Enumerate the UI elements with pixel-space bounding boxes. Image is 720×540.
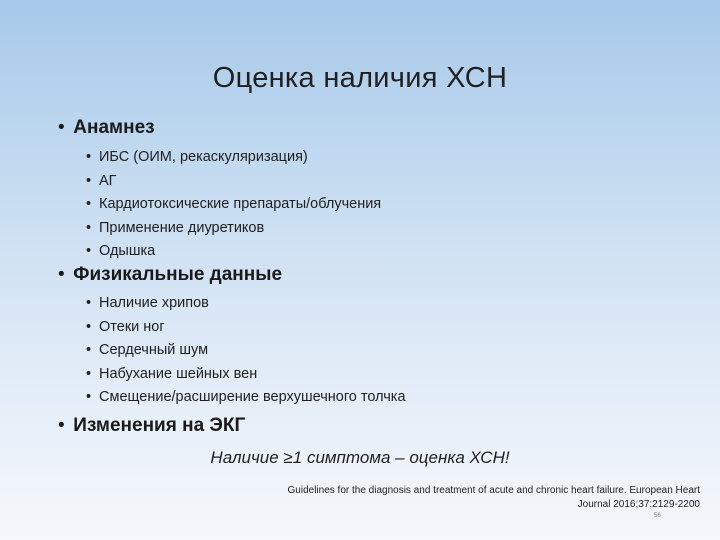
section-heading-label: Анамнез bbox=[73, 117, 155, 138]
section-heading-anamnesis bbox=[58, 117, 155, 139]
bullet-icon: • bbox=[86, 318, 92, 335]
bullet-icon: • bbox=[86, 196, 92, 212]
bullet-icon: • bbox=[58, 415, 65, 436]
list-item: • Одышка bbox=[86, 240, 381, 264]
bullet-icon: • bbox=[58, 264, 65, 285]
bullet-icon: • bbox=[86, 365, 92, 382]
list-item: • Смещение/расширение верхушечного толчка bbox=[86, 386, 406, 410]
bullet-icon: • bbox=[58, 117, 65, 138]
list-item: • Отеки ног bbox=[86, 316, 406, 340]
bullet-icon: • bbox=[86, 172, 92, 189]
bullet-icon: • bbox=[86, 243, 92, 259]
section-heading-label: Изменения на ЭКГ bbox=[73, 415, 246, 436]
bullet-icon: • bbox=[86, 342, 92, 358]
section-heading-ecg bbox=[58, 415, 245, 437]
bullet-icon: • bbox=[86, 295, 92, 311]
bullet-icon: • bbox=[86, 149, 92, 165]
section-heading-label: Физикальные данные bbox=[73, 264, 283, 285]
page-number: 56 bbox=[654, 513, 661, 519]
bullet-icon: • bbox=[86, 389, 92, 405]
section-heading-physical-data bbox=[58, 264, 282, 286]
list-item: • Наличие хрипов bbox=[86, 292, 406, 316]
anamnesis-list bbox=[86, 146, 381, 264]
conclusion-text: Наличие ≥1 симптома – оценка ХСН! bbox=[210, 448, 510, 467]
list-item: • ИБС (ОИМ, рекаскуляризация) bbox=[86, 146, 381, 170]
list-item: • Кардиотоксические препараты/облучения bbox=[86, 193, 381, 217]
list-item: • Применение диуретиков bbox=[86, 217, 381, 241]
list-item: • АГ bbox=[86, 170, 381, 194]
list-item: • Набухание шейных вен bbox=[86, 363, 406, 387]
reference-citation: Guidelines for the diagnosis and treatment of acute and chronic heart failure. European Heart Journal 2016;37:2129-2200 bbox=[287, 485, 700, 510]
slide-title: Оценка наличия ХСН bbox=[212, 62, 508, 94]
list-item: • Сердечный шум bbox=[86, 339, 406, 363]
bullet-icon: • bbox=[86, 219, 92, 236]
physical-data-list bbox=[86, 292, 406, 410]
